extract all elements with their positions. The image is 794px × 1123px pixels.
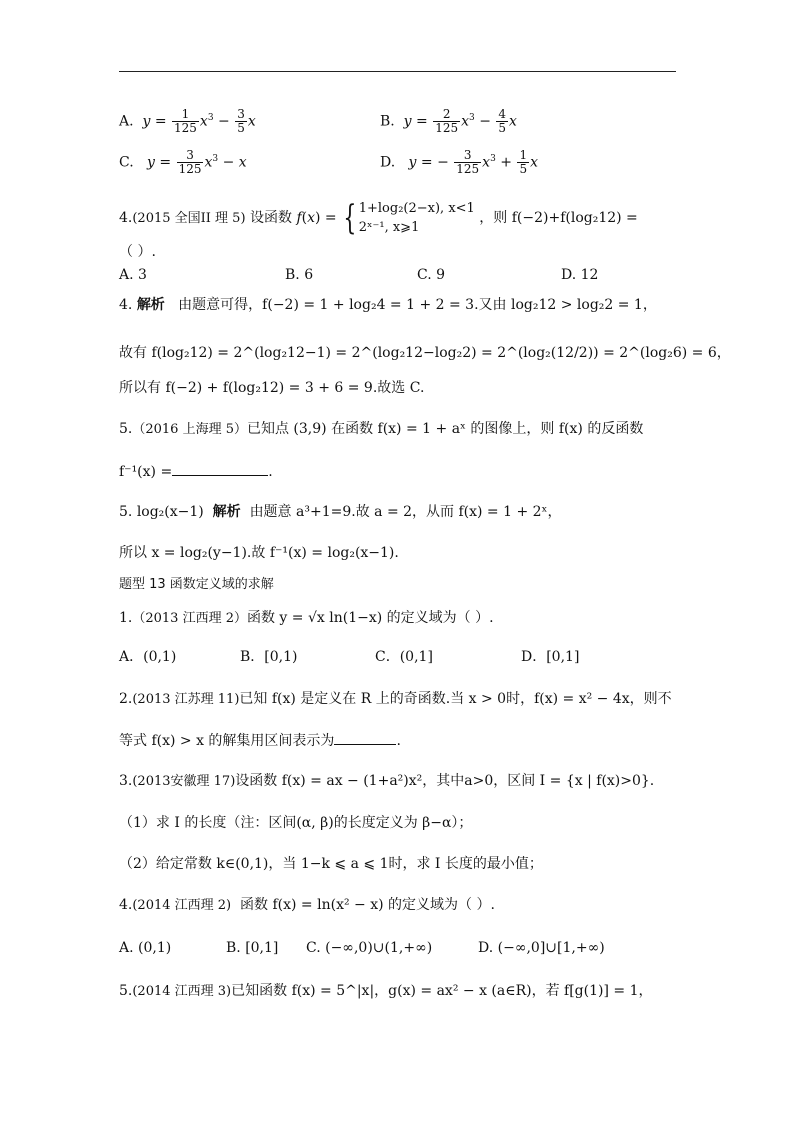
question-2015-4-paren: （ ）. bbox=[119, 244, 156, 260]
option-b: B. y = $\frac{2}{125}$ $x^3$ − $\frac{4}{5}$ x bbox=[380, 107, 517, 135]
s-question-4: 4.(2014 江西理 2) 函数 f(x) = ln(x² − x) 的定义域为（ ）. bbox=[119, 897, 495, 913]
option-d: D. y = − $\frac{3}{125}$ $x^3$ + $\frac{1}{5}$ x bbox=[380, 148, 538, 176]
s-question-2-line2: 等式 f(x) > x 的解集用区间表示为 . bbox=[119, 733, 401, 749]
s1-option-d: D．[0,1] bbox=[521, 649, 580, 665]
question-2015-4: 4.(2015 全国II 理 5) 设函数 f(x) = { 1+log₂(2−x), x<1 2ˣ⁻¹, x⩾1 ，则 f(−2)+f(log₂12) = bbox=[119, 198, 638, 238]
s-question-1: 1.（2013 江西理 2）函数 y = √x ln(1−x) 的定义域为（ ）. bbox=[119, 610, 494, 626]
question-2016-5: 5.（2016 上海理 5）已知点 (3,9) 在函数 f(x) = 1 + aˣ 的图像上，则 f(x) 的反函数 bbox=[119, 421, 644, 437]
option-c: C. y = $\frac{3}{125}$ $x^3 - x$ bbox=[119, 148, 247, 176]
header-rule bbox=[119, 71, 676, 72]
s-question-2-line1: 2.(2013 江苏理 11)已知 f(x) 是定义在 R 上的奇函数.当 x > 0时，f(x) = x² − 4x，则不 bbox=[119, 691, 672, 707]
s-question-3-part2: （2）给定常数 k∈(0,1)，当 1−k ⩽ a ⩽ 1时，求 I 长度的最小值； bbox=[119, 856, 543, 872]
s-question-5: 5.(2014 江西理 3)已知函数 f(x) = 5^|x|，g(x) = ax² − x (a∈R)，若 f[g(1)] = 1， bbox=[119, 983, 653, 999]
answer-5-line2: 所以 x = log₂(y−1).故 f⁻¹(x) = log₂(x−1). bbox=[119, 545, 399, 561]
answer-4-line3: 所以有 f(−2) + f(log₂12) = 3 + 6 = 9.故选 C. bbox=[119, 380, 425, 396]
s4-option-c: C. (−∞,0)∪(1,+∞) bbox=[306, 940, 433, 956]
s4-option-a: A. (0,1) bbox=[119, 940, 172, 956]
question-2016-5-blank: f⁻¹(x) = . bbox=[119, 464, 273, 480]
answer-5-line1: 5. log₂(x−1) 解析 由题意 a³+1=9.故 a = 2，从而 f(x) = 1 + 2ˣ， bbox=[119, 504, 562, 520]
s-question-3: 3.(2013安徽理 17)设函数 f(x) = ax − (1+a²)x²，其中a>0，区间 I = {x | f(x)>0}. bbox=[119, 773, 655, 789]
s1-option-b: B．[0,1) bbox=[240, 649, 298, 665]
s1-option-c: C．(0,1] bbox=[375, 649, 433, 665]
q2015-option-d: D. 12 bbox=[561, 267, 599, 283]
s4-option-d: D. (−∞,0]∪[1,+∞) bbox=[478, 940, 605, 956]
option-a: A. y = $\frac{1}{125}$ $x^3$ − $\frac{3}{5}$ x bbox=[119, 107, 256, 135]
s1-option-a: A．(0,1) bbox=[119, 649, 177, 665]
s4-option-b: B. [0,1] bbox=[226, 940, 279, 956]
answer-4-line1: 4. 解析 由题意可得，f(−2) = 1 + log₂4 = 1 + 2 = 3.又由 log₂12 > log₂2 = 1， bbox=[119, 297, 657, 313]
s-question-3-part1: （1）求 I 的长度（注：区间(α, β)的长度定义为 β−α）； bbox=[119, 815, 473, 831]
answer-4-line2: 故有 f(log₂12) = 2^(log₂12−1) = 2^(log₂12−log₂2) = 2^(log₂(12/2)) = 2^(log₂6) = 6， bbox=[119, 345, 731, 361]
section-title: 题型 13 函数定义域的求解 bbox=[119, 577, 274, 592]
q2015-option-c: C. 9 bbox=[417, 267, 446, 283]
q2015-option-a: A. 3 bbox=[119, 267, 147, 283]
q2015-option-b: B. 6 bbox=[285, 267, 314, 283]
